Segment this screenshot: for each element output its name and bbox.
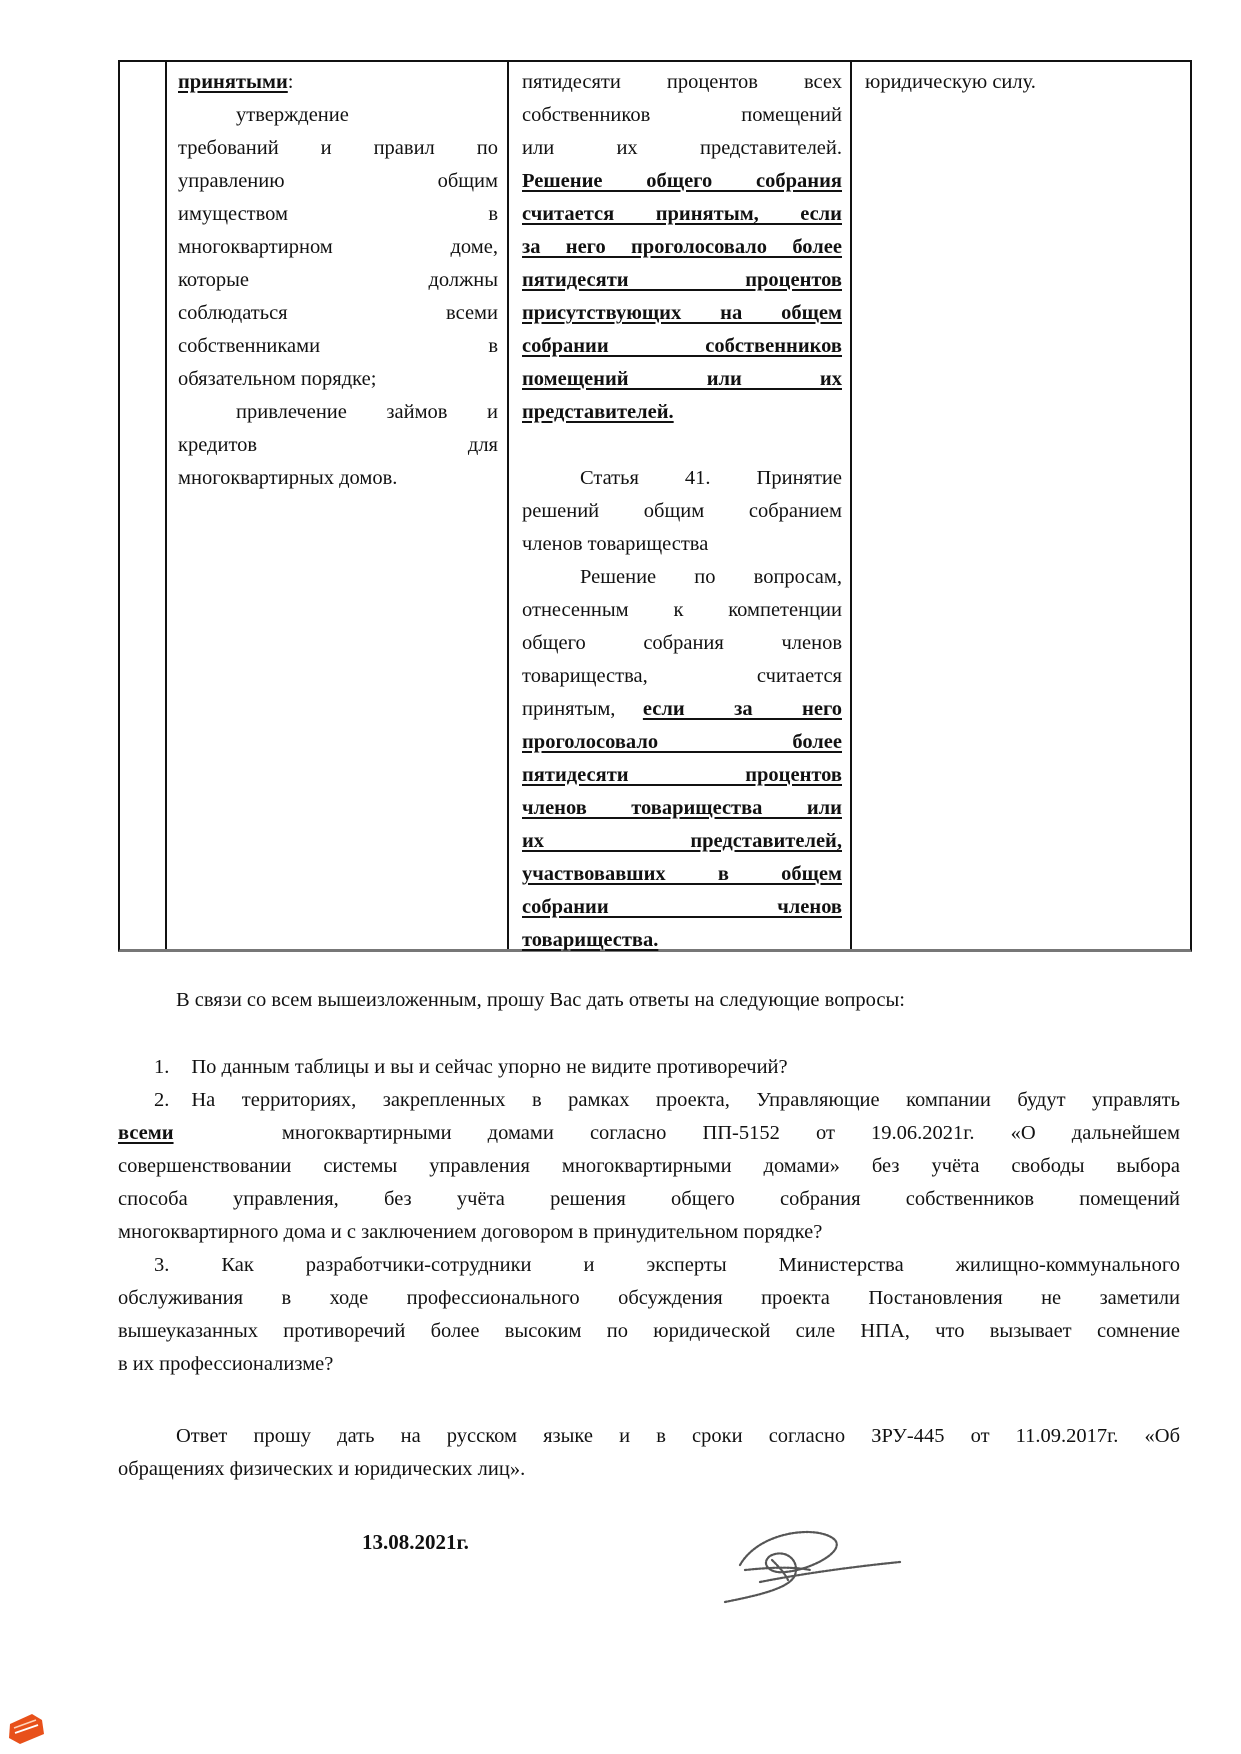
col3-line: членов товарищества или [522, 797, 842, 819]
col3-line: пятидесяти процентов всех [522, 71, 842, 93]
watermark-logo-icon [6, 1712, 46, 1746]
document-date: 13.08.2021г. [362, 1530, 469, 1554]
question-3-line-2: обслуживания в ходе профессионального обсуждения проекта Постановления не заметили [118, 1287, 1180, 1309]
col3-line: участвовавших в общем [522, 863, 842, 885]
col3-line: за него проголосовало более [522, 236, 842, 258]
answer-request-line-1: Ответ прошу дать на русском языке и в сроки согласно ЗРУ-445 от 11.09.2017г. «Об [176, 1425, 1180, 1447]
col2-line: многоквартирных домов. [178, 467, 398, 489]
col3-line: собственников помещений [522, 104, 842, 126]
col2-line: утверждение [236, 104, 349, 126]
table-divider-1 [165, 62, 167, 949]
col3-line: присутствующих на общем [522, 302, 842, 324]
questions-list [118, 1051, 1180, 1381]
col3-line: считается принятым, если [522, 203, 842, 225]
signature-icon [700, 1520, 920, 1610]
col2-line: соблюдаться всеми [178, 302, 498, 324]
question-2-line-5: многоквартирного дома и с заключением договором в принудительном порядке? [118, 1221, 823, 1243]
col2-line: управлению общим [178, 170, 498, 192]
question-2-line-2: всеми многоквартирными домами согласно ПП-5152 от 19.06.2021г. «О дальнейшем [118, 1122, 1180, 1144]
col2-line: принятыми: [178, 71, 294, 93]
emphasis-all: всеми [118, 1122, 174, 1144]
col3-line: Статья 41. Принятие [580, 467, 842, 489]
col3-line [522, 429, 842, 462]
col3-line: товарищества. [522, 929, 659, 951]
answer-request-line-2: обращениях физических и юридических лиц». [118, 1458, 526, 1480]
question-2-line-3: совершенствовании системы управления многоквартирными домами» без учёта свободы выбора [118, 1155, 1180, 1177]
col2-line: кредитов для [178, 434, 498, 456]
col3-line: членов товарищества [522, 533, 709, 555]
col3-line: общего собрания членов [522, 632, 842, 654]
table-cell-project-text [178, 66, 498, 495]
comment-text: юридическую силу. [865, 71, 1036, 93]
col2-line: собственниками в [178, 335, 498, 357]
table-divider-2 [507, 62, 509, 949]
col2-line: которые должны [178, 269, 498, 291]
question-3-line-1: 3. Как разработчики-сотрудники и эксперты Министерства жилищно-коммунального [154, 1254, 1180, 1276]
col3-line: пятидесяти процентов [522, 764, 842, 786]
col3-line: собрании собственников [522, 335, 842, 357]
intro-paragraph: В связи со всем вышеизложенным, прошу Вас дать ответы на следующие вопросы: [176, 989, 905, 1011]
col2-line: многоквартирном доме, [178, 236, 498, 258]
col3-line: помещений или их [522, 368, 842, 390]
question-3-line-4: в их профессионализме? [118, 1353, 334, 1375]
col3-line: представителей. [522, 401, 674, 423]
question-2-line-4: способа управления, без учёта решения общего собрания собственников помещений [118, 1188, 1180, 1210]
answer-request-paragraph [118, 1420, 1180, 1486]
col3-line: их представителей, [522, 830, 842, 852]
col3-line: решений общим собранием [522, 500, 842, 522]
comparison-table [118, 60, 1192, 952]
col3-line: принятым, если за него [522, 698, 842, 720]
col2-line: обязательном порядке; [178, 368, 377, 390]
col3-line: или их представителей. [522, 137, 842, 159]
col3-line: отнесенным к компетенции [522, 599, 842, 621]
col3-line: Решение общего собрания [522, 170, 842, 192]
question-3-line-3: вышеуказанных противоречий более высоким по юридической силе НПА, что вызывает сомнение [118, 1320, 1180, 1342]
table-cell-comment [865, 66, 1175, 99]
table-cell-law-text [522, 66, 842, 957]
question-1: 1. По данным таблицы и вы и сейчас упорно не видите противоречий? [154, 1056, 788, 1078]
col2-line: имуществом в [178, 203, 498, 225]
question-2-line-1: 2. На территориях, закрепленных в рамках проекта, Управляющие компании будут управлять [154, 1089, 1180, 1111]
col3-line: собрании членов [522, 896, 842, 918]
col2-line: привлечение займов и [236, 401, 498, 423]
col2-line: требований и правил по [178, 137, 498, 159]
col3-line: проголосовало более [522, 731, 842, 753]
table-divider-3 [850, 62, 852, 949]
col3-line: пятидесяти процентов [522, 269, 842, 291]
col3-line: товарищества, считается [522, 665, 842, 687]
col3-line: Решение по вопросам, [580, 566, 842, 588]
